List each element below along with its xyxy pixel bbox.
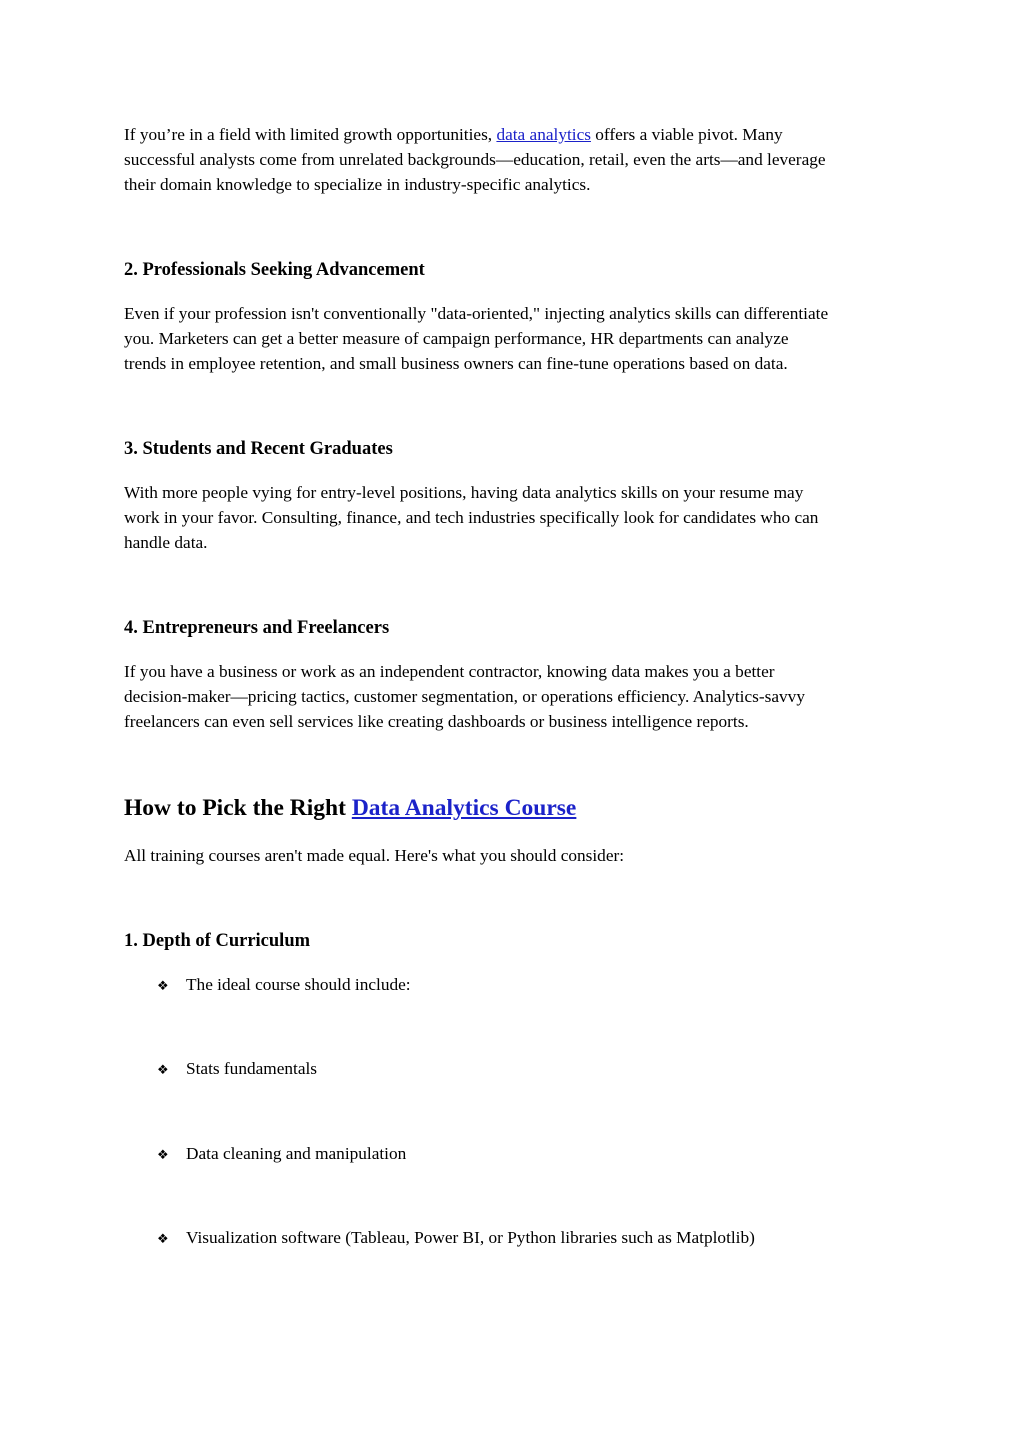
paragraph-line: decision-maker—pricing tactics, customer segmentation, or operations efficiency. Analytics-savvy (124, 687, 805, 706)
diamond-bullet-icon: ❖ (157, 1063, 169, 1078)
paragraph-line: freelancers can even sell services like creating dashboards or business intelligence reports. (124, 712, 749, 731)
list-item-text: The ideal course should include: (186, 975, 411, 994)
curriculum-heading-block (124, 929, 904, 953)
section-heading: 2. Professionals Seeking Advancement (124, 260, 425, 280)
list-item (157, 1056, 897, 1083)
section-professionals-body (124, 301, 904, 376)
section-entrepreneurs (124, 616, 904, 640)
paragraph-line: handle data. (124, 533, 208, 552)
intro-line-2: successful analysts come from unrelated backgrounds—education, retail, even the arts—and leverage (124, 150, 826, 169)
list-item (157, 1141, 897, 1168)
paragraph-line: If you have a business or work as an independent contractor, knowing data makes you a better (124, 662, 775, 681)
section-entrepreneurs-body (124, 659, 904, 734)
paragraph-line: trends in employee retention, and small business owners can fine-tune operations based on data. (124, 354, 788, 373)
section-heading: 3. Students and Recent Graduates (124, 439, 393, 459)
section-heading: 4. Entrepreneurs and Freelancers (124, 618, 390, 638)
list-item-text: Data cleaning and manipulation (186, 1144, 407, 1163)
section-students (124, 437, 904, 461)
list-item (157, 972, 897, 999)
diamond-bullet-icon: ❖ (157, 979, 169, 994)
list-item (157, 1225, 897, 1252)
course-section-intro (124, 843, 904, 868)
course-intro-text: All training courses aren't made equal. Here's what you should consider: (124, 846, 625, 865)
course-section-heading (124, 793, 904, 823)
intro-paragraph (124, 122, 904, 197)
diamond-bullet-icon: ❖ (157, 1148, 169, 1163)
list-item-text: Visualization software (Tableau, Power BI, or Python libraries such as Matplotlib) (186, 1228, 755, 1247)
intro-line-3: their domain knowledge to specialize in industry-specific analytics. (124, 175, 591, 194)
paragraph-line: you. Marketers can get a better measure of campaign performance, HR departments can analyze (124, 329, 789, 348)
curriculum-heading: 1. Depth of Curriculum (124, 931, 311, 951)
paragraph-line: With more people vying for entry-level positions, having data analytics skills on your resume may (124, 483, 804, 502)
intro-text-end: offers a viable pivot. Many (590, 125, 783, 144)
section-professionals (124, 258, 904, 282)
data-analytics-course-link[interactable]: Data Analytics Course (351, 795, 577, 821)
section-students-body (124, 480, 904, 555)
data-analytics-link[interactable]: data analytics (496, 125, 591, 144)
paragraph-line: Even if your profession isn't conventionally "data-oriented," injecting analytics skills can differentiate (124, 304, 829, 323)
course-heading-prefix: How to Pick the Right (124, 795, 352, 821)
list-item-text: Stats fundamentals (186, 1059, 318, 1078)
diamond-bullet-icon: ❖ (157, 1232, 169, 1247)
paragraph-line: work in your favor. Consulting, finance, and tech industries specifically look for candidates who can (124, 508, 819, 527)
intro-text-start: If you’re in a field with limited growth opportunities, (124, 125, 497, 144)
